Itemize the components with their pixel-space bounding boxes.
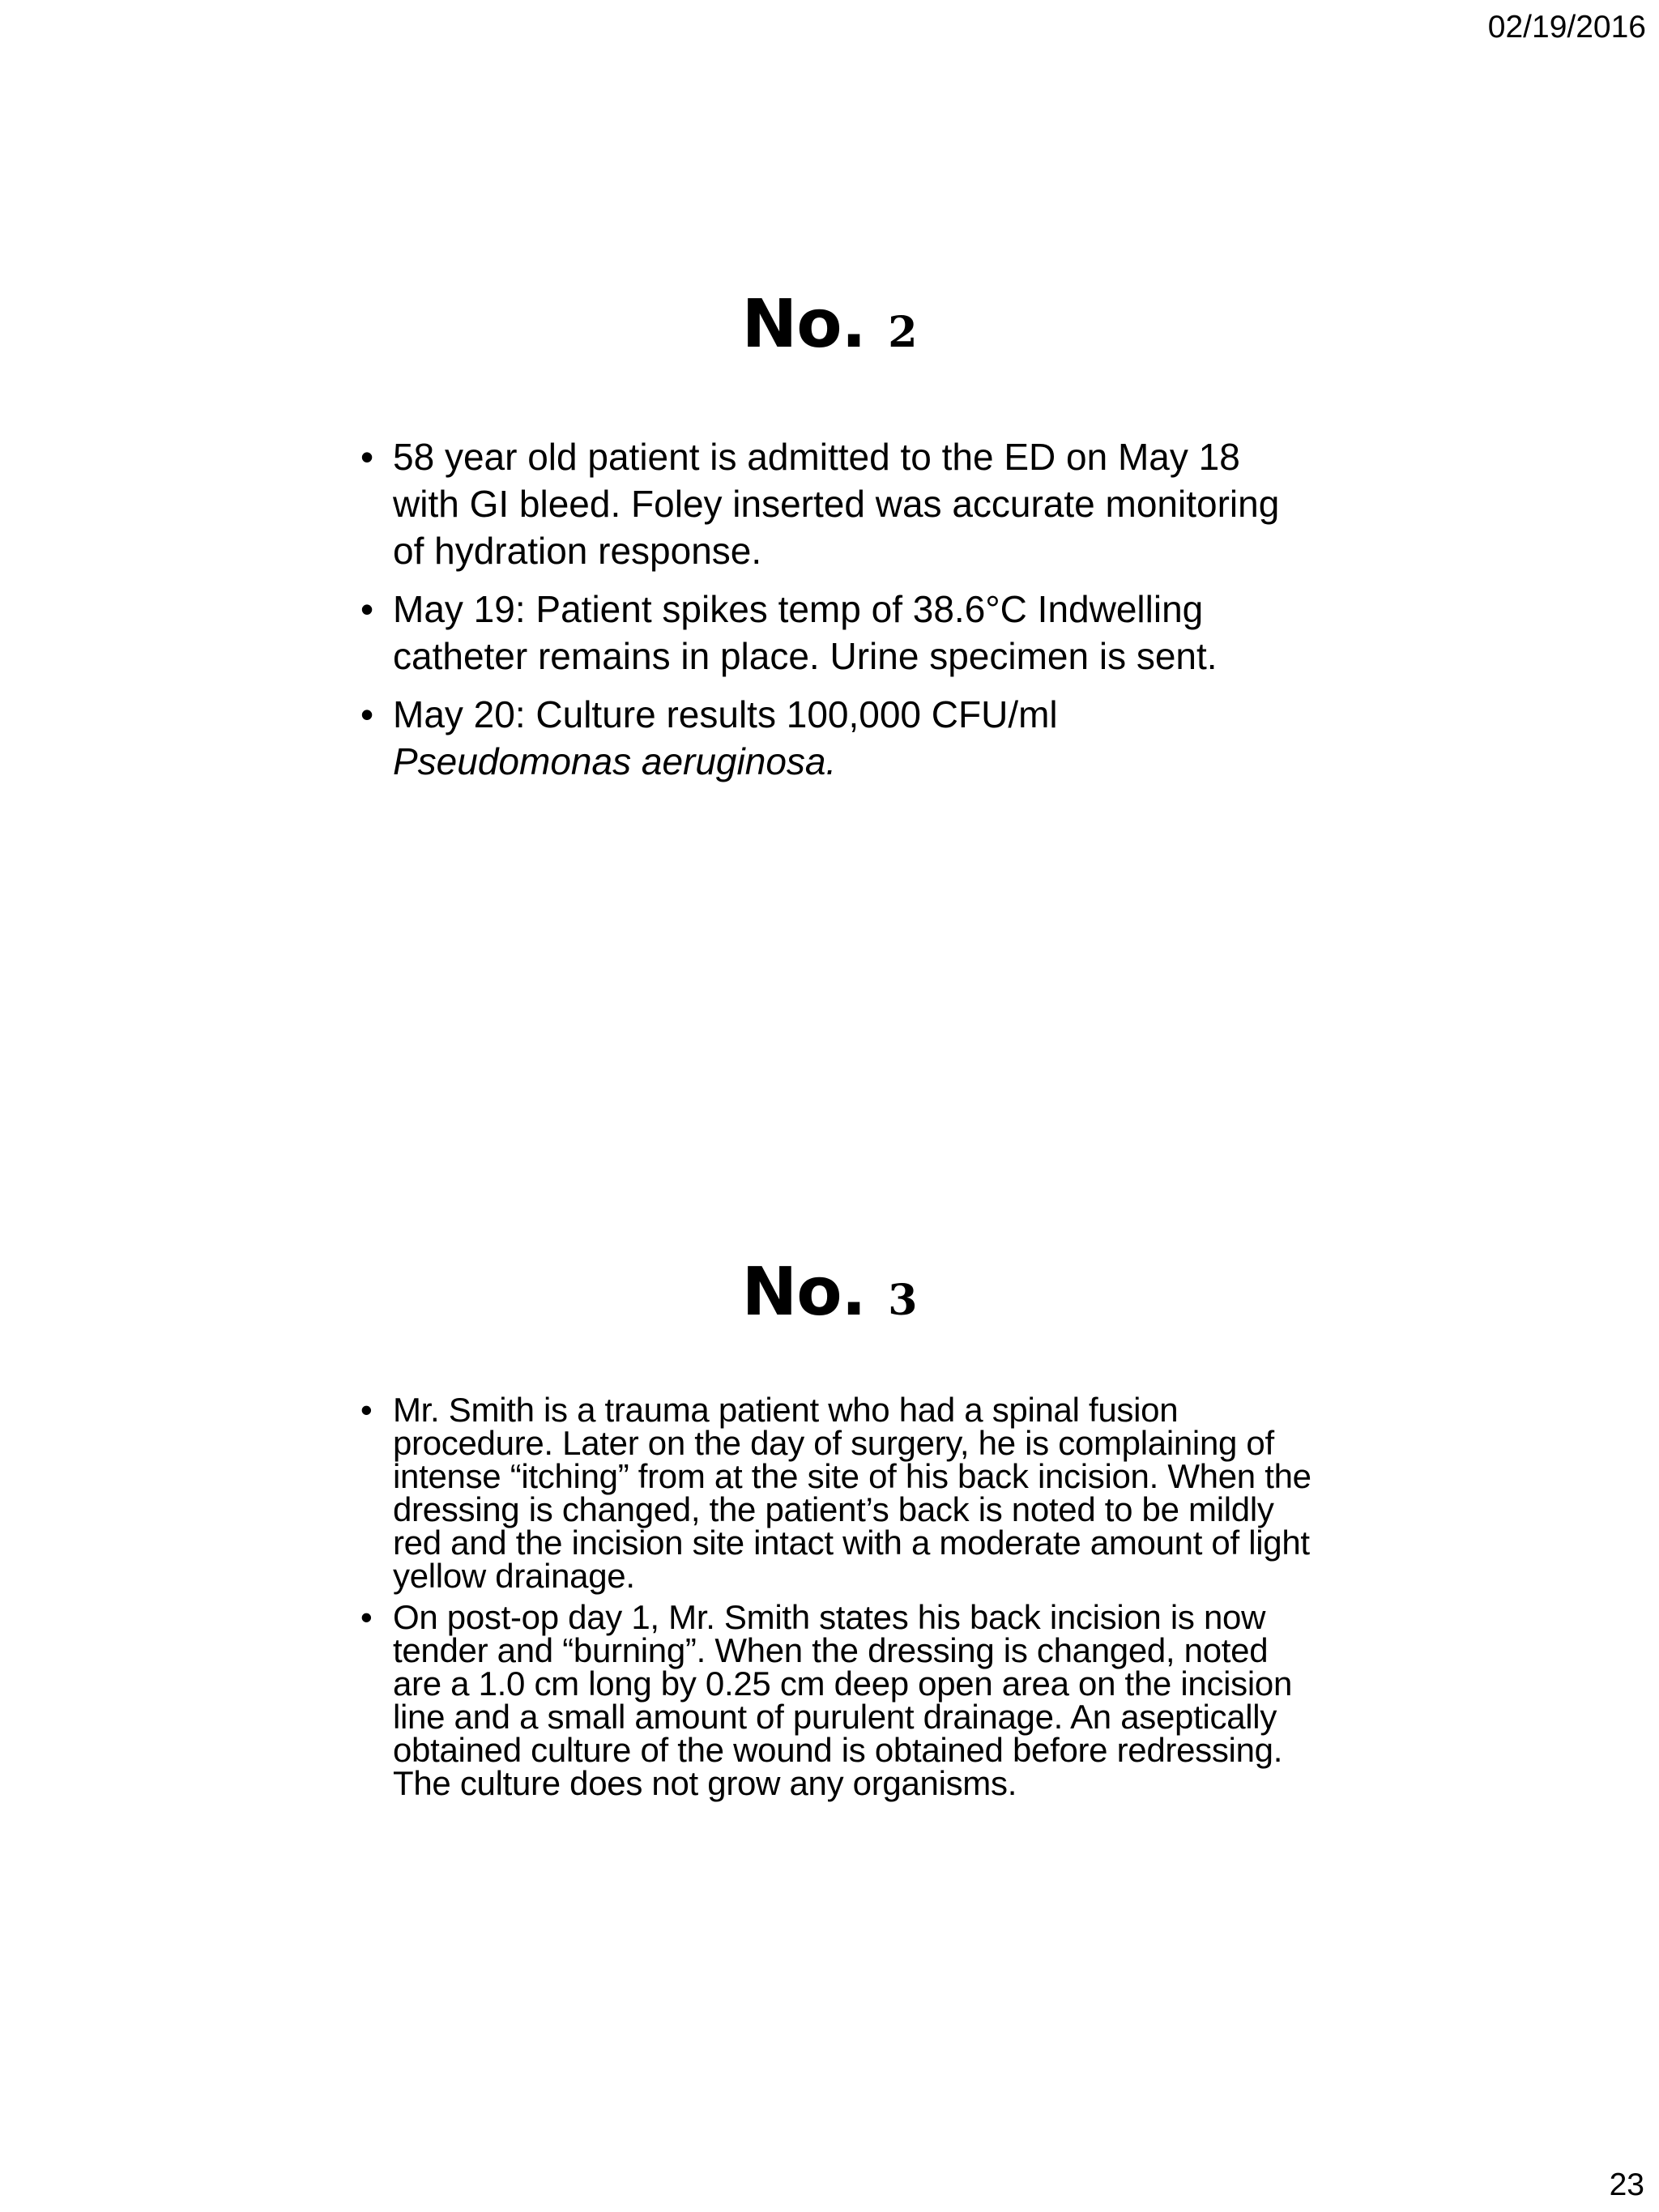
bullet-item <box>360 433 1316 574</box>
title-prefix: No. <box>741 1254 866 1331</box>
title-prefix: No. <box>741 286 866 363</box>
bullet-text: May 19: Patient spikes temp of 38.6°C Indwelling catheter remains in place. Urine specimen is sent. <box>393 588 1218 677</box>
title-number: 3 <box>888 1276 918 1325</box>
slide-title <box>0 286 1659 363</box>
bullet-item <box>360 691 1316 785</box>
bullet-item <box>360 586 1316 680</box>
bullet-text: 58 year old patient is admitted to the ED on May 18 with GI bleed. Foley inserted was accurate monitoring of hydration response. <box>393 436 1280 572</box>
bullet-item <box>360 1600 1316 1800</box>
title-number: 2 <box>888 308 918 357</box>
bullet-item <box>360 1391 1316 1595</box>
bullet-text: May 20: Culture results 100,000 CFU/ml <box>393 693 1058 735</box>
slide-no-2 <box>0 286 1659 782</box>
page-number: 23 <box>1609 2167 1644 2202</box>
slide-title <box>0 1254 1659 1331</box>
bullet-list <box>360 1393 1316 1808</box>
bullet-italic-text: Pseudomonas aeruginosa. <box>393 740 837 782</box>
bullet-list <box>360 433 1316 796</box>
bullet-text: Mr. Smith is a trauma patient who had a spinal fusion procedure. Later on the day of surgery, he is complaining of intense “itching” from at the site of his back incision. When the dressing is changed, the patient’s back is noted to be mildly red and the incision site intact with a moderate amount of light yellow drainage. <box>393 1391 1311 1595</box>
slide-no-3 <box>0 1254 1659 1802</box>
bullet-text: On post-op day 1, Mr. Smith states his back incision is now tender and “burning”. When the dressing is changed, noted are a 1.0 cm long by 0.25 cm deep open area on the incision line and a small amount of purulent drainage. An aseptically obtained culture of the wound is obtained before redressing. The culture does not grow any organisms. <box>393 1598 1293 1802</box>
page-date: 02/19/2016 <box>1487 10 1646 45</box>
